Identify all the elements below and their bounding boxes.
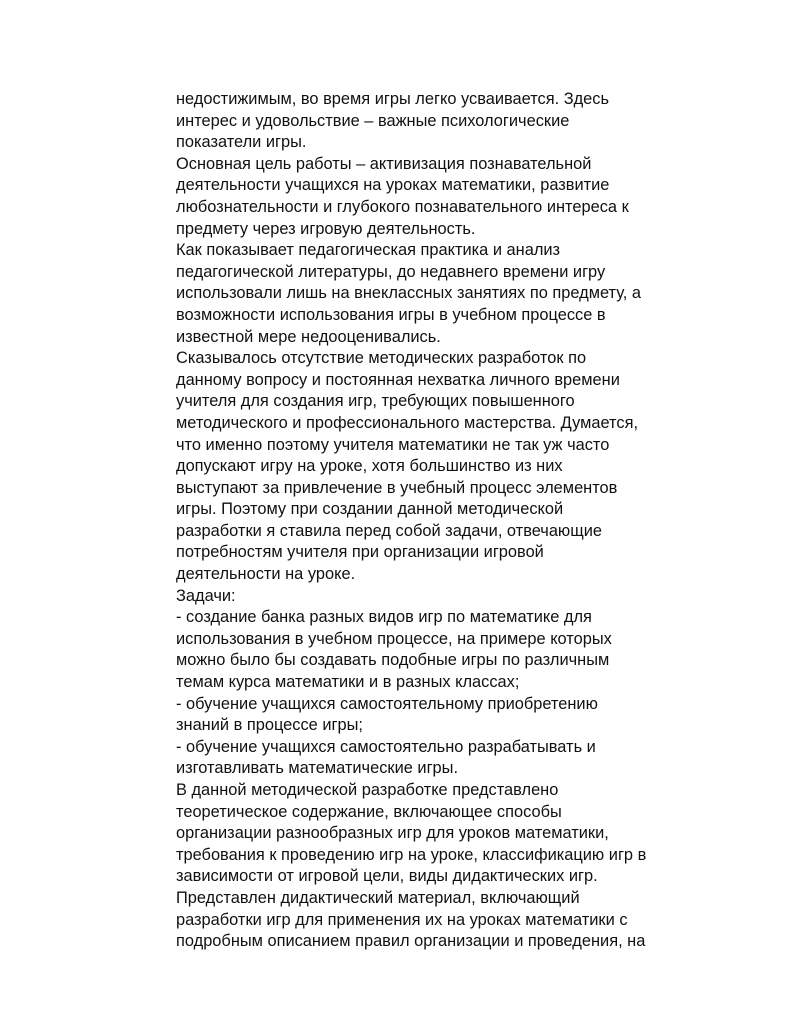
text-line: данному вопросу и постоянная нехватка личного времени [176, 370, 620, 389]
text-line: требования к проведению игр на уроке, классификацию игр в [176, 845, 647, 864]
text-line: Основная цель работы – активизация познавательной [176, 154, 592, 173]
text-line: разработки игр для применения их на уроках математики с [176, 910, 628, 929]
text-line: использовали лишь на внеклассных занятиях по предмету, а [176, 284, 642, 303]
text-line: показатели игры. [176, 133, 307, 152]
text-line: организации разнообразных игр для уроков математики, [176, 824, 609, 843]
text-line: деятельности на уроке. [176, 565, 356, 584]
text-line: деятельности учащихся на уроках математики, развитие [176, 176, 610, 195]
text-line: учителя для создания игр, требующих повышенного [176, 392, 575, 411]
text-line: зависимости от игровой цели, виды дидактических игр. [176, 867, 598, 886]
text-line: методического и профессионального мастерства. Думается, [176, 413, 639, 432]
text-line: Представлен дидактический материал, включающий [176, 888, 580, 907]
text-line: - обучение учащихся самостоятельному приобретению [176, 694, 598, 713]
text-line: темам курса математики и в разных классах; [176, 673, 520, 692]
text-line: Задачи: [176, 586, 236, 605]
text-line: выступают за привлечение в учебный процесс элементов [176, 478, 618, 497]
text-line: известной мере недооценивались. [176, 327, 441, 346]
text-line: предмету через игровую деятельность. [176, 219, 476, 238]
text-line: изготавливать математические игры. [176, 759, 458, 778]
text-line: подробным описанием правил организации и проведения, на [176, 932, 646, 951]
text-line: педагогической литературы, до недавнего времени игру [176, 262, 606, 281]
text-line: любознательности и глубокого познавательного интереса к [176, 197, 629, 216]
text-line: возможности использования игры в учебном процессе в [176, 305, 606, 324]
text-line: интерес и удовольствие – важные психологические [176, 111, 570, 130]
text-line: теоретическое содержание, включающее способы [176, 802, 562, 821]
text-line: - создание банка разных видов игр по математике для [176, 608, 592, 627]
text-line: - обучение учащихся самостоятельно разрабатывать и [176, 737, 596, 756]
text-line: игры. Поэтому при создании данной методической [176, 500, 564, 519]
text-line: Сказывалось отсутствие методических разработок по [176, 349, 587, 368]
text-line: использования в учебном процессе, на примере которых [176, 629, 612, 648]
text-line: Как показывает педагогическая практика и анализ [176, 241, 561, 260]
text-line: допускают игру на уроке, хотя большинство из них [176, 457, 563, 476]
text-line: можно было бы создавать подобные игры по различным [176, 651, 610, 670]
text-line: недостижимым, во время игры легко усваивается. Здесь [176, 90, 610, 108]
text-line: что именно поэтому учителя математики не так уж часто [176, 435, 610, 454]
text-line: разработки я ставила перед собой задачи, отвечающие [176, 521, 602, 540]
body-text [176, 89, 676, 953]
text-line: В данной методической разработке представлено [176, 781, 559, 799]
text-line: потребностям учителя при организации игровой [176, 543, 544, 562]
text-line: знаний в процессе игры; [176, 716, 363, 735]
